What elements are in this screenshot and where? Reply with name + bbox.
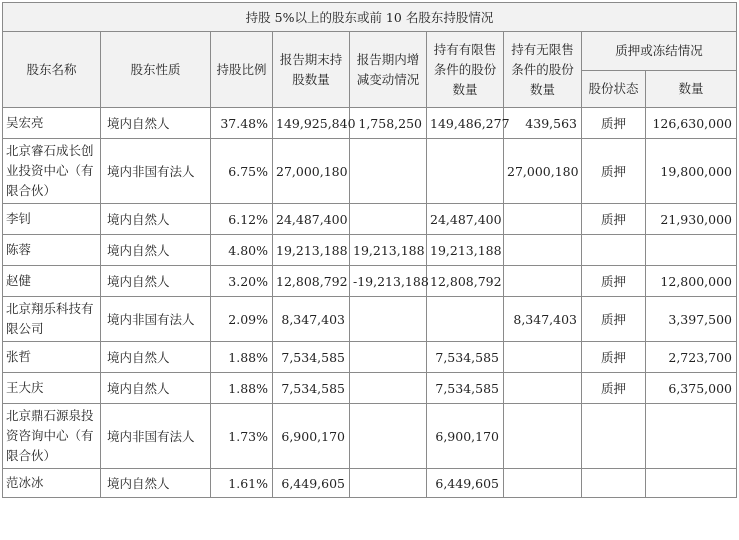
holding-ratio: 3.20% [211, 266, 273, 297]
period-change [350, 297, 427, 342]
shareholder-nature: 境内自然人 [101, 235, 211, 266]
shares-held: 8,347,403 [273, 297, 350, 342]
shareholder-name: 赵健 [3, 266, 101, 297]
shareholder-name: 吴宏亮 [3, 108, 101, 139]
shareholder-name: 张哲 [3, 342, 101, 373]
restricted-shares: 7,534,585 [427, 342, 504, 373]
unrestricted-shares [504, 342, 582, 373]
unrestricted-shares [504, 404, 582, 469]
period-change [350, 139, 427, 204]
shareholder-nature: 境内自然人 [101, 108, 211, 139]
unrestricted-shares [504, 235, 582, 266]
holding-ratio: 4.80% [211, 235, 273, 266]
pledge-quantity: 2,723,700 [646, 342, 737, 373]
restricted-shares [427, 139, 504, 204]
table-row [3, 108, 737, 139]
header-pledge-status: 股份状态 [582, 71, 646, 108]
pledge-status [582, 235, 646, 266]
table-row [3, 297, 737, 342]
header-unrestricted: 持有无限售条件的股份数量 [504, 32, 582, 108]
shares-held: 6,449,605 [273, 469, 350, 498]
header-row [3, 32, 737, 71]
shareholder-nature: 境内自然人 [101, 469, 211, 498]
shareholder-nature: 境内自然人 [101, 266, 211, 297]
table-row [3, 373, 737, 404]
shares-held: 7,534,585 [273, 373, 350, 404]
unrestricted-shares [504, 266, 582, 297]
holding-ratio: 37.48% [211, 108, 273, 139]
unrestricted-shares [504, 469, 582, 498]
period-change: 19,213,188 [350, 235, 427, 266]
header-ratio: 持股比例 [211, 32, 273, 108]
holding-ratio: 6.12% [211, 204, 273, 235]
table-row [3, 469, 737, 498]
table-body [3, 108, 737, 498]
holding-ratio: 2.09% [211, 297, 273, 342]
period-change [350, 342, 427, 373]
pledge-quantity: 6,375,000 [646, 373, 737, 404]
restricted-shares: 7,534,585 [427, 373, 504, 404]
pledge-status: 质押 [582, 373, 646, 404]
shareholder-name: 范冰冰 [3, 469, 101, 498]
restricted-shares: 6,449,605 [427, 469, 504, 498]
pledge-status [582, 469, 646, 498]
shareholder-name: 北京鼎石源泉投资咨询中心（有限合伙） [3, 404, 101, 469]
table-row [3, 235, 737, 266]
pledge-quantity: 12,800,000 [646, 266, 737, 297]
shareholder-nature: 境内自然人 [101, 204, 211, 235]
unrestricted-shares [504, 204, 582, 235]
header-held: 报告期末持股数量 [273, 32, 350, 108]
header-pledge-qty: 数量 [646, 71, 737, 108]
pledge-quantity: 3,397,500 [646, 297, 737, 342]
shareholder-name: 北京翔乐科技有限公司 [3, 297, 101, 342]
pledge-quantity [646, 469, 737, 498]
header-change: 报告期内增减变动情况 [350, 32, 427, 108]
holding-ratio: 1.73% [211, 404, 273, 469]
pledge-quantity: 126,630,000 [646, 108, 737, 139]
pledge-quantity [646, 235, 737, 266]
restricted-shares: 24,487,400 [427, 204, 504, 235]
pledge-status: 质押 [582, 266, 646, 297]
shareholder-nature: 境内自然人 [101, 373, 211, 404]
unrestricted-shares: 8,347,403 [504, 297, 582, 342]
shares-held: 149,925,840 [273, 108, 350, 139]
shareholder-name: 北京睿石成长创业投资中心（有限合伙） [3, 139, 101, 204]
pledge-status: 质押 [582, 204, 646, 235]
header-name: 股东名称 [3, 32, 101, 108]
shares-held: 24,487,400 [273, 204, 350, 235]
shares-held: 7,534,585 [273, 342, 350, 373]
restricted-shares: 19,213,188 [427, 235, 504, 266]
shares-held: 12,808,792 [273, 266, 350, 297]
pledge-status: 质押 [582, 108, 646, 139]
shareholder-nature: 境内非国有法人 [101, 297, 211, 342]
holding-ratio: 1.61% [211, 469, 273, 498]
restricted-shares: 6,900,170 [427, 404, 504, 469]
period-change: -19,213,188 [350, 266, 427, 297]
table-row [3, 404, 737, 469]
table-row [3, 139, 737, 204]
table-row [3, 266, 737, 297]
period-change [350, 204, 427, 235]
unrestricted-shares: 439,563 [504, 108, 582, 139]
shareholder-name: 王大庆 [3, 373, 101, 404]
shareholder-nature: 境内自然人 [101, 342, 211, 373]
unrestricted-shares [504, 373, 582, 404]
pledge-quantity: 19,800,000 [646, 139, 737, 204]
shareholder-nature: 境内非国有法人 [101, 139, 211, 204]
pledge-status [582, 404, 646, 469]
table-title-row [3, 3, 737, 32]
table-row [3, 204, 737, 235]
pledge-quantity: 21,930,000 [646, 204, 737, 235]
table-title: 持股 5%以上的股东或前 10 名股东持股情况 [3, 3, 737, 32]
period-change [350, 469, 427, 498]
shareholder-name: 李钊 [3, 204, 101, 235]
header-pledge-group: 质押或冻结情况 [582, 32, 737, 71]
unrestricted-shares: 27,000,180 [504, 139, 582, 204]
pledge-status: 质押 [582, 297, 646, 342]
period-change [350, 373, 427, 404]
holding-ratio: 1.88% [211, 373, 273, 404]
restricted-shares: 12,808,792 [427, 266, 504, 297]
shares-held: 19,213,188 [273, 235, 350, 266]
restricted-shares: 149,486,277 [427, 108, 504, 139]
header-nature: 股东性质 [101, 32, 211, 108]
holding-ratio: 6.75% [211, 139, 273, 204]
shareholder-nature: 境内非国有法人 [101, 404, 211, 469]
pledge-status: 质押 [582, 342, 646, 373]
period-change [350, 404, 427, 469]
table-row [3, 342, 737, 373]
shares-held: 6,900,170 [273, 404, 350, 469]
period-change: 1,758,250 [350, 108, 427, 139]
shareholder-table [2, 2, 737, 498]
restricted-shares [427, 297, 504, 342]
shareholder-name: 陈蓉 [3, 235, 101, 266]
pledge-status: 质押 [582, 139, 646, 204]
holding-ratio: 1.88% [211, 342, 273, 373]
shares-held: 27,000,180 [273, 139, 350, 204]
pledge-quantity [646, 404, 737, 469]
header-restricted: 持有有限售条件的股份数量 [427, 32, 504, 108]
